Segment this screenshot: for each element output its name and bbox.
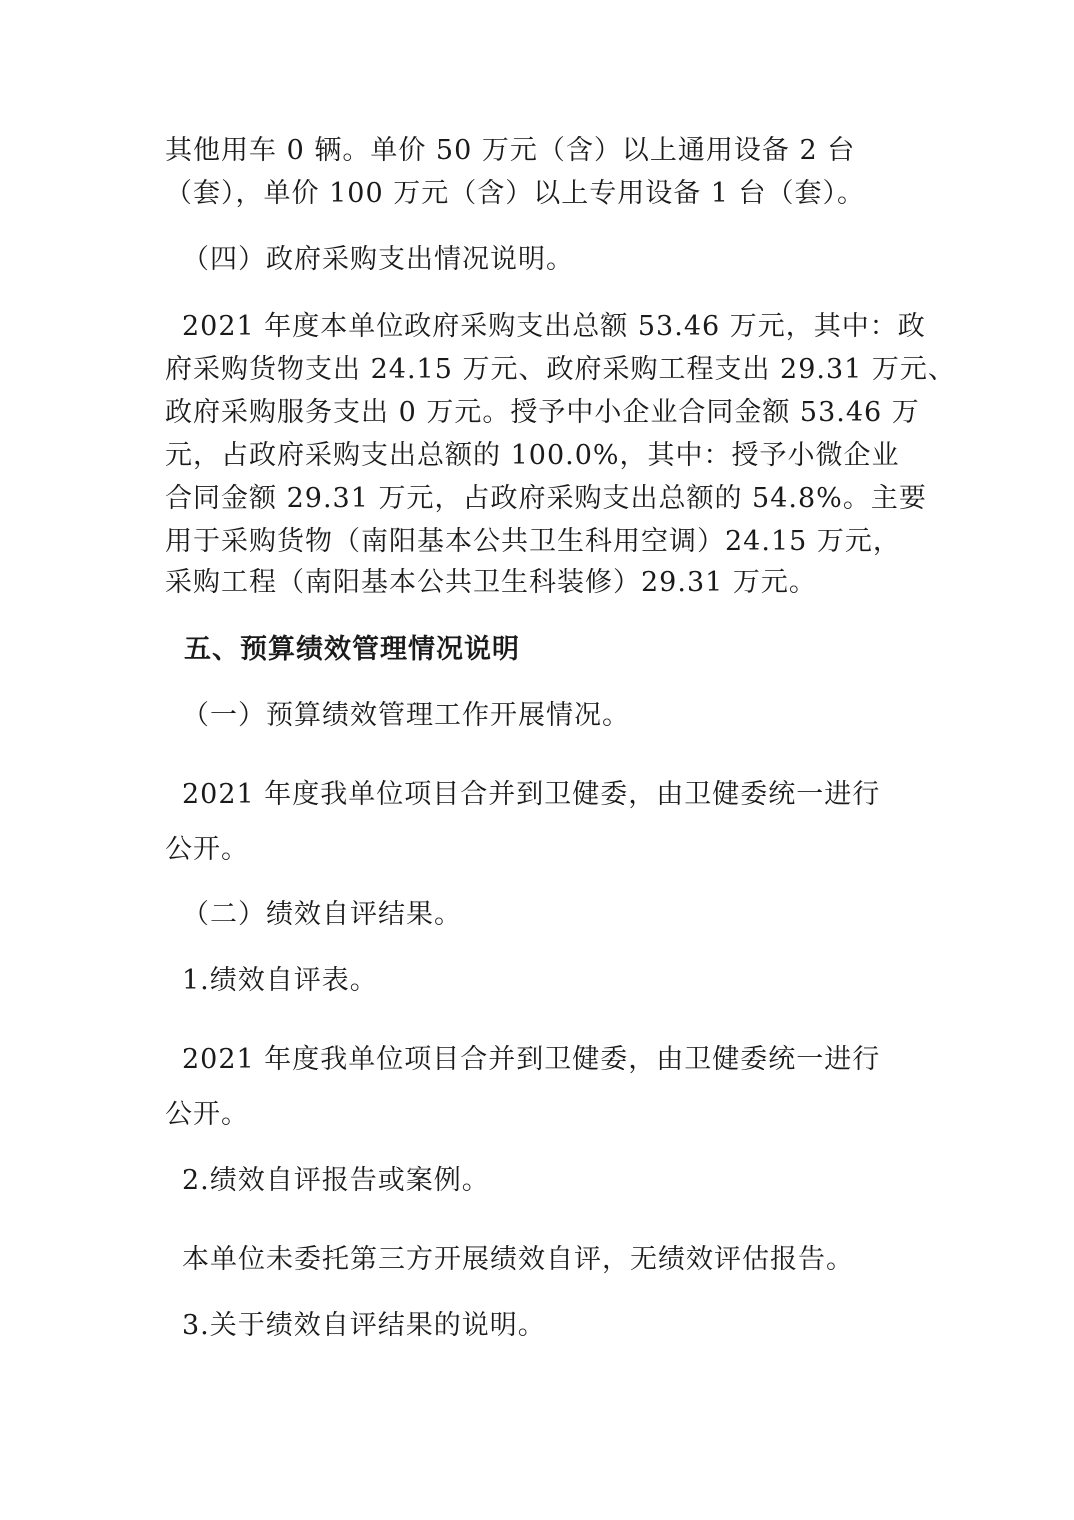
paragraph-line: 采购工程（南阳基本公共卫生科装修）29.31 万元。 [165, 567, 817, 598]
subsection-heading: （四）政府采购支出情况说明。 [182, 244, 574, 275]
paragraph-line: （套），单价 100 万元（含）以上专用设备 1 台（套）。 [165, 178, 866, 209]
paragraph-line: 府采购货物支出 24.15 万元、政府采购工程支出 29.31 万元、 [165, 354, 956, 385]
paragraph-line: 2021 年度我单位项目合并到卫健委，由卫健委统一进行 [182, 779, 881, 810]
paragraph-line: 2021 年度我单位项目合并到卫健委，由卫健委统一进行 [182, 1044, 881, 1075]
item-heading: 1.绩效自评表。 [182, 965, 378, 996]
subsection-heading: （一）预算绩效管理工作开展情况。 [182, 700, 630, 731]
paragraph-line: 政府采购服务支出 0 万元。授予中小企业合同金额 53.46 万 [165, 397, 920, 428]
paragraph-line: 元，占政府采购支出总额的 100.0%，其中：授予小微企业 [165, 440, 900, 471]
paragraph-line: 公开。 [165, 1099, 249, 1130]
subsection-heading: （二）绩效自评结果。 [182, 899, 462, 930]
paragraph-line: 其他用车 0 辆。单价 50 万元（含）以上通用设备 2 台 [165, 135, 856, 166]
item-heading: 3.关于绩效自评结果的说明。 [182, 1310, 546, 1341]
paragraph-line: 公开。 [165, 834, 249, 865]
paragraph-line: 用于采购货物（南阳基本公共卫生科用空调）24.15 万元， [165, 526, 901, 557]
paragraph-line: 本单位未委托第三方开展绩效自评，无绩效评估报告。 [182, 1244, 854, 1275]
section-title: 五、预算绩效管理情况说明 [184, 634, 520, 665]
item-heading: 2.绩效自评报告或案例。 [182, 1165, 490, 1196]
paragraph-line: 合同金额 29.31 万元，占政府采购支出总额的 54.8%。主要 [165, 483, 927, 514]
paragraph-line: 2021 年度本单位政府采购支出总额 53.46 万元，其中：政 [182, 311, 926, 342]
